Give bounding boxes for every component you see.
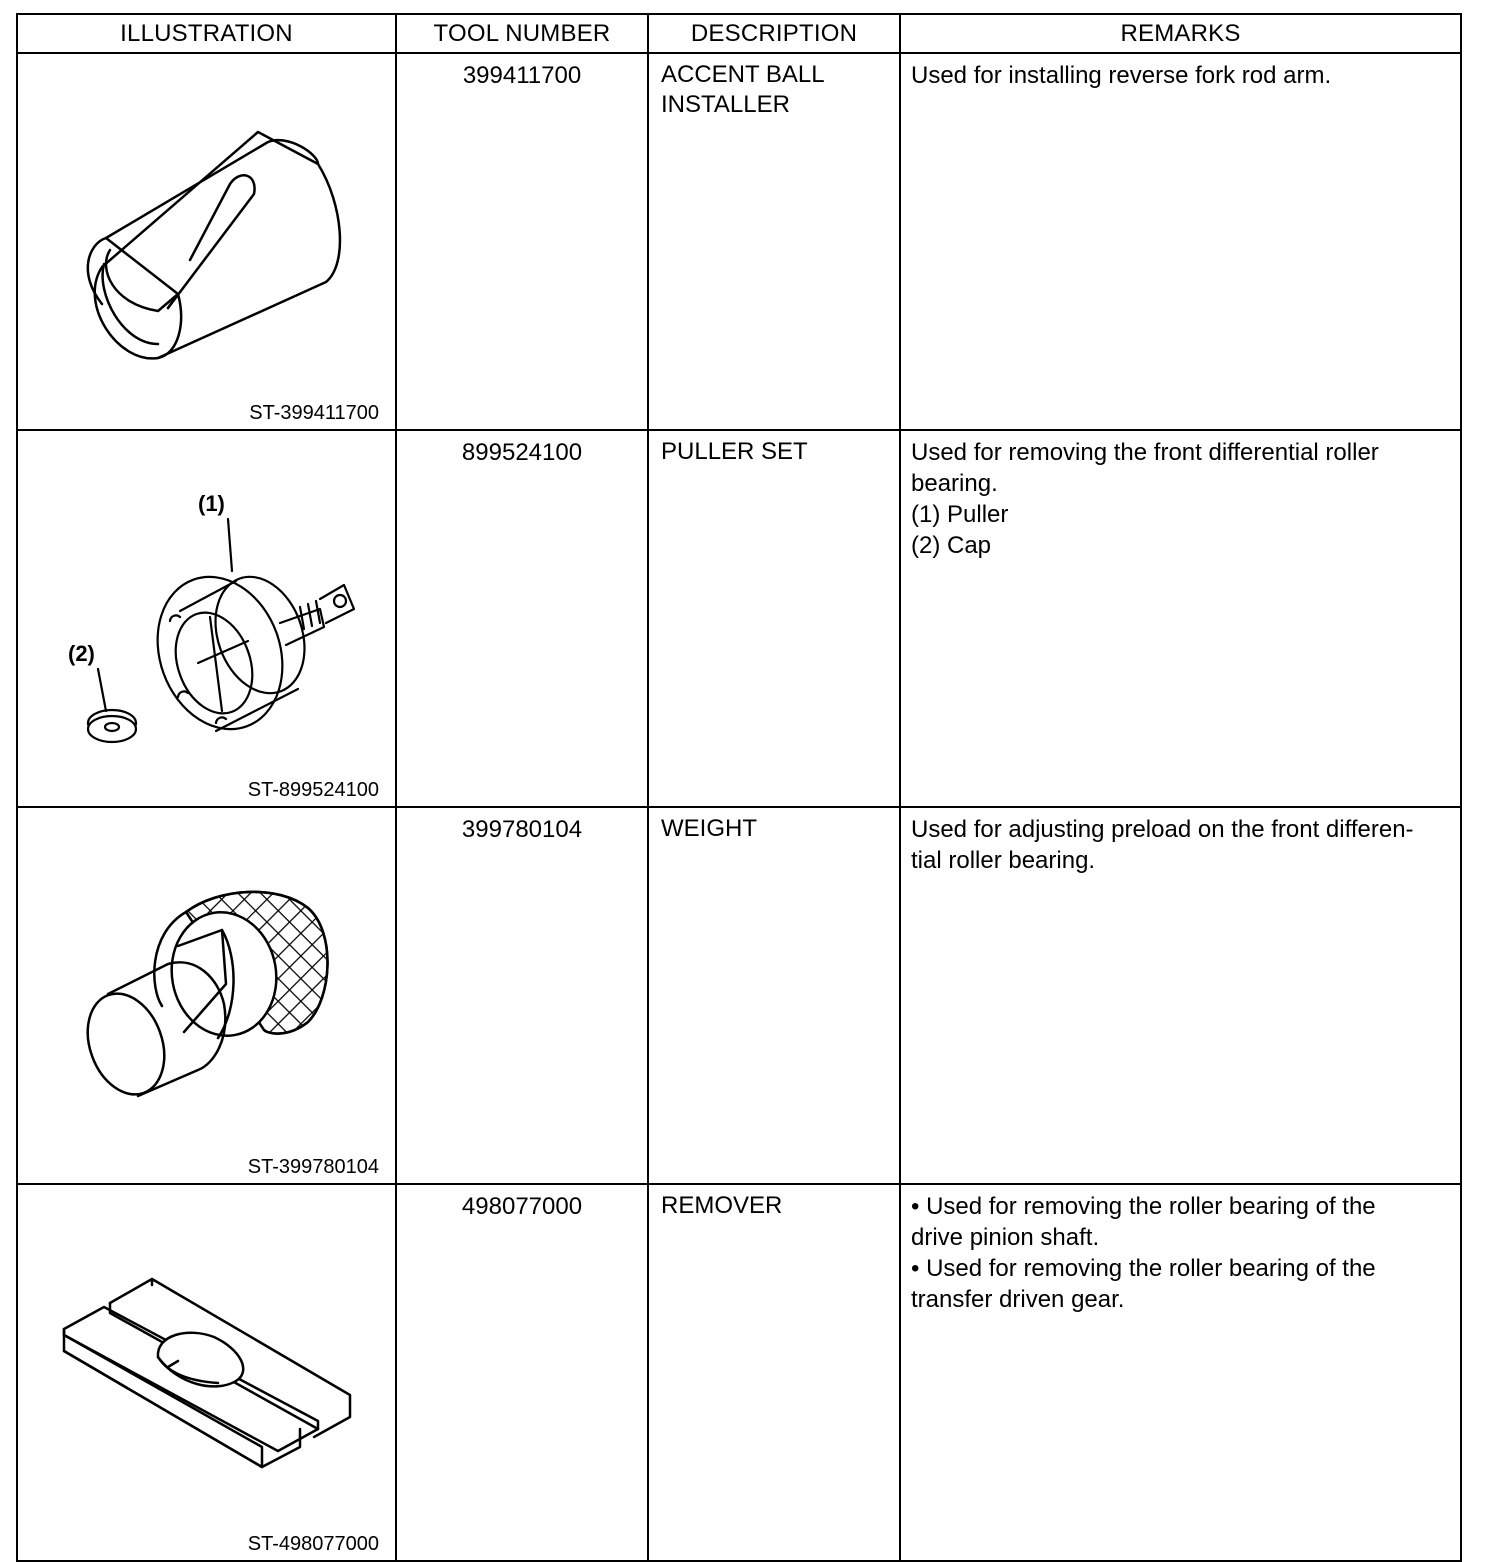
remarks-cell	[900, 53, 1461, 430]
remarks-line: bearing.	[911, 470, 998, 497]
illustration-code: ST-498077000	[247, 1533, 379, 1555]
accent-ball-installer-illustration	[18, 54, 394, 419]
description-cell	[648, 1184, 900, 1561]
remarks-line: drive pinion shaft.	[911, 1224, 1100, 1251]
callout-label-2: (2)	[68, 641, 95, 666]
description-line: ACCENT BALL	[661, 61, 825, 88]
remarks-line: Used for adjusting preload on the front differen-	[911, 816, 1414, 843]
header-illustration: ILLUSTRATION	[17, 14, 396, 53]
header-row	[17, 14, 1461, 53]
description-line: PULLER SET	[661, 438, 808, 465]
table-row	[17, 430, 1461, 807]
tool-number-cell: 899524100	[396, 430, 648, 807]
tool-number-cell: 399411700	[396, 53, 648, 430]
description-line: REMOVER	[661, 1192, 783, 1219]
tool-number-cell: 399780104	[396, 807, 648, 1184]
illustration-code: ST-399411700	[249, 402, 379, 424]
remarks-line: (2) Cap	[911, 532, 992, 559]
remarks-cell	[900, 1184, 1461, 1561]
remarks-line: (1) Puller	[911, 501, 1009, 528]
remover-illustration	[18, 1185, 394, 1550]
header-description: DESCRIPTION	[648, 14, 900, 53]
remarks-line: tial roller bearing.	[911, 847, 1096, 874]
table-row	[17, 53, 1461, 430]
remarks-line: Used for removing the front differential roller	[911, 439, 1379, 466]
illustration-cell	[17, 53, 396, 430]
illustration-cell	[17, 430, 396, 807]
remarks-cell	[900, 430, 1461, 807]
callout-label-1: (1)	[198, 491, 225, 516]
header-remarks: REMARKS	[900, 14, 1461, 53]
remarks-line: • Used for removing the roller bearing of the	[911, 1193, 1376, 1220]
description-cell	[648, 430, 900, 807]
special-tools-table	[16, 13, 1462, 1562]
header-tool-number: TOOL NUMBER	[396, 14, 648, 53]
remarks-line: Used for installing reverse fork rod arm.	[911, 62, 1332, 89]
table-row	[17, 807, 1461, 1184]
puller-set-illustration	[18, 431, 394, 796]
tool-number-cell: 498077000	[396, 1184, 648, 1561]
description-cell	[648, 53, 900, 430]
puller-body-icon	[137, 559, 354, 747]
illustration-cell	[17, 807, 396, 1184]
description-cell	[648, 807, 900, 1184]
illustration-code: ST-399780104	[247, 1156, 379, 1178]
illustration-cell	[17, 1184, 396, 1561]
remarks-cell	[900, 807, 1461, 1184]
illustration-code: ST-899524100	[247, 779, 379, 801]
description-line: WEIGHT	[661, 815, 757, 842]
cap-icon	[88, 710, 136, 742]
weight-illustration	[18, 808, 394, 1173]
table-row	[17, 1184, 1461, 1561]
remarks-line: transfer driven gear.	[911, 1286, 1125, 1313]
leader-line-2	[98, 669, 106, 711]
remarks-line: • Used for removing the roller bearing of the	[911, 1255, 1376, 1282]
description-line: INSTALLER	[661, 91, 790, 118]
leader-line-1	[228, 519, 232, 571]
